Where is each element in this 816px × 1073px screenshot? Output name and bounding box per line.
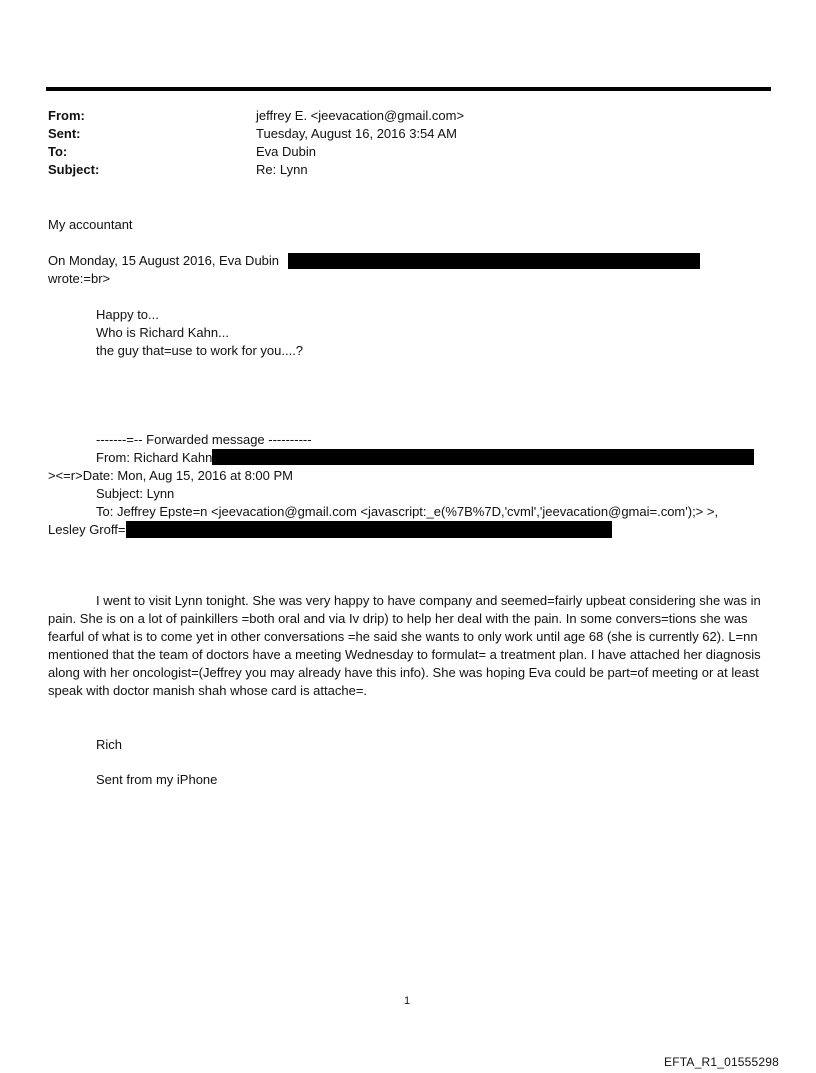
redaction-block <box>288 253 700 269</box>
sent-label: Sent: <box>48 126 81 141</box>
redaction-block <box>126 521 612 538</box>
reply-text: My accountant <box>48 217 133 232</box>
signature: Rich <box>96 737 123 752</box>
redaction-block <box>212 449 754 465</box>
subject-label: Subject: <box>48 162 100 177</box>
forwarded-subject: Subject: Lynn <box>96 486 175 501</box>
quote-line: Happy to... <box>96 307 159 322</box>
to-value: Eva Dubin <box>256 144 316 159</box>
from-value: jeffrey E. <jeevacation@gmail.com> <box>256 108 465 123</box>
message-paragraph: I went to visit Lynn tonight. She was very happy to have company and seemed=fairly upbeat considering she was in pain. She is on a lot of painkillers =both oral and via Iv drip) to help her deal with the pain. In some convers=tions she was fearful of what is to come yet in other conversations =he said she wants to only work until age 68 (she is currently 62). L=nn mentioned that the team of doctors have a meeting Wednesday to formulat= a treatment plan. I have attached her diagnosis along with her oncologist=(Jeffrey you may already have this info). She was hoping Eva could be part=of meeting or at least speak with doctor manish shah whose card is attache=. <box>48 593 761 698</box>
subject-value: Re: Lynn <box>256 162 308 177</box>
quote-line: the guy that=use to work for you....? <box>96 343 304 358</box>
sent-from-line: Sent from my iPhone <box>96 772 218 787</box>
quote-intro-line2: wrote:=br> <box>48 271 111 286</box>
sent-value: Tuesday, August 16, 2016 3:54 AM <box>256 126 457 141</box>
forwarded-date: ><=r>Date: Mon, Aug 15, 2016 at 8:00 PM <box>48 468 294 483</box>
to-label: To: <box>48 144 68 159</box>
header-rule <box>46 87 771 91</box>
quote-line: Who is Richard Kahn... <box>96 325 229 340</box>
forwarded-cc: Lesley Groff= <box>48 522 126 537</box>
from-label: From: <box>48 108 85 123</box>
quote-intro-line1: On Monday, 15 August 2016, Eva Dubin <box>48 253 280 268</box>
forwarded-to: To: Jeffrey Epste=n <jeevacation@gmail.com <javascript:_e(%7B%7D,'cvml','jeevacation@gmai=.com');> >, <box>96 504 719 519</box>
forwarded-marker: -------=-- Forwarded message ---------- <box>96 432 312 447</box>
forwarded-from: From: Richard Kahn <box>96 450 213 465</box>
bates-number: EFTA_R1_01555298 <box>664 1055 780 1069</box>
page-number: 1 <box>404 995 411 1007</box>
